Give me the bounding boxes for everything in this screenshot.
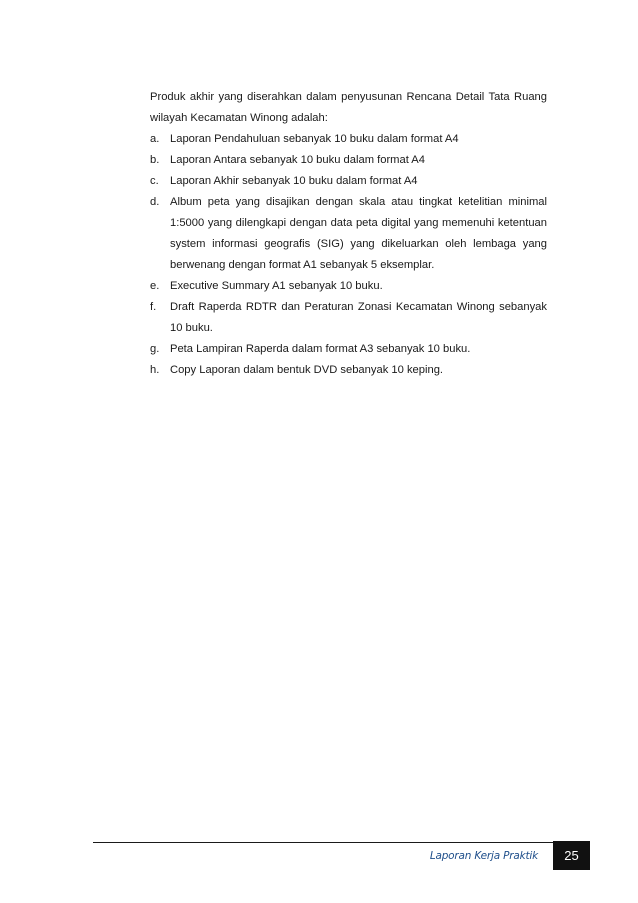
list-item [150, 150, 547, 171]
list-item-text: Draft Raperda RDTR dan Peraturan Zonasi Kecamatan Winong sebanyak 10 buku. [170, 301, 547, 334]
list-item-text: Laporan Antara sebanyak 10 buku dalam format A4 [170, 154, 425, 166]
list-item-text: Laporan Akhir sebanyak 10 buku dalam format A4 [170, 175, 418, 187]
intro-paragraph: Produk akhir yang diserahkan dalam penyusunan Rencana Detail Tata Ruang wilayah Kecamatan Winong adalah: [150, 91, 547, 124]
list-item-text: Copy Laporan dalam bentuk DVD sebanyak 10 keping. [170, 364, 444, 376]
list-marker: f. [150, 301, 157, 313]
list-item-text: Peta Lampiran Raperda dalam format A3 sebanyak 10 buku. [170, 343, 471, 355]
list-item-text: Laporan Pendahuluan sebanyak 10 buku dalam format A4 [170, 133, 459, 145]
list-item [150, 276, 547, 297]
list-marker: d. [150, 196, 160, 208]
list-marker: c. [150, 175, 159, 187]
list-marker: b. [150, 154, 160, 166]
document-body [150, 87, 547, 381]
list-item-text: Album peta yang disajikan dengan skala atau tingkat ketelitian minimal 1:5000 yang dilengkapi dengan data peta digital yang memenuhi ketentuan system informasi geografis (SIG) yang dikeluarkan oleh lembaga yang berwenang dengan format A1 sebanyak 5 eksemplar. [170, 196, 547, 271]
list-item [150, 192, 547, 276]
list-marker: g. [150, 343, 160, 355]
list-marker: a. [150, 133, 160, 145]
list-item-text: Executive Summary A1 sebanyak 10 buku. [170, 280, 383, 292]
deliverables-list [150, 129, 547, 381]
page-number: 25 [553, 841, 590, 870]
list-item [150, 297, 547, 339]
list-item [150, 360, 547, 381]
list-marker: h. [150, 364, 160, 376]
list-item [150, 129, 547, 150]
footer-divider [93, 842, 553, 843]
list-item [150, 339, 547, 360]
list-item [150, 171, 547, 192]
list-marker: e. [150, 280, 160, 292]
footer-label: Laporan Kerja Praktik [429, 850, 538, 862]
